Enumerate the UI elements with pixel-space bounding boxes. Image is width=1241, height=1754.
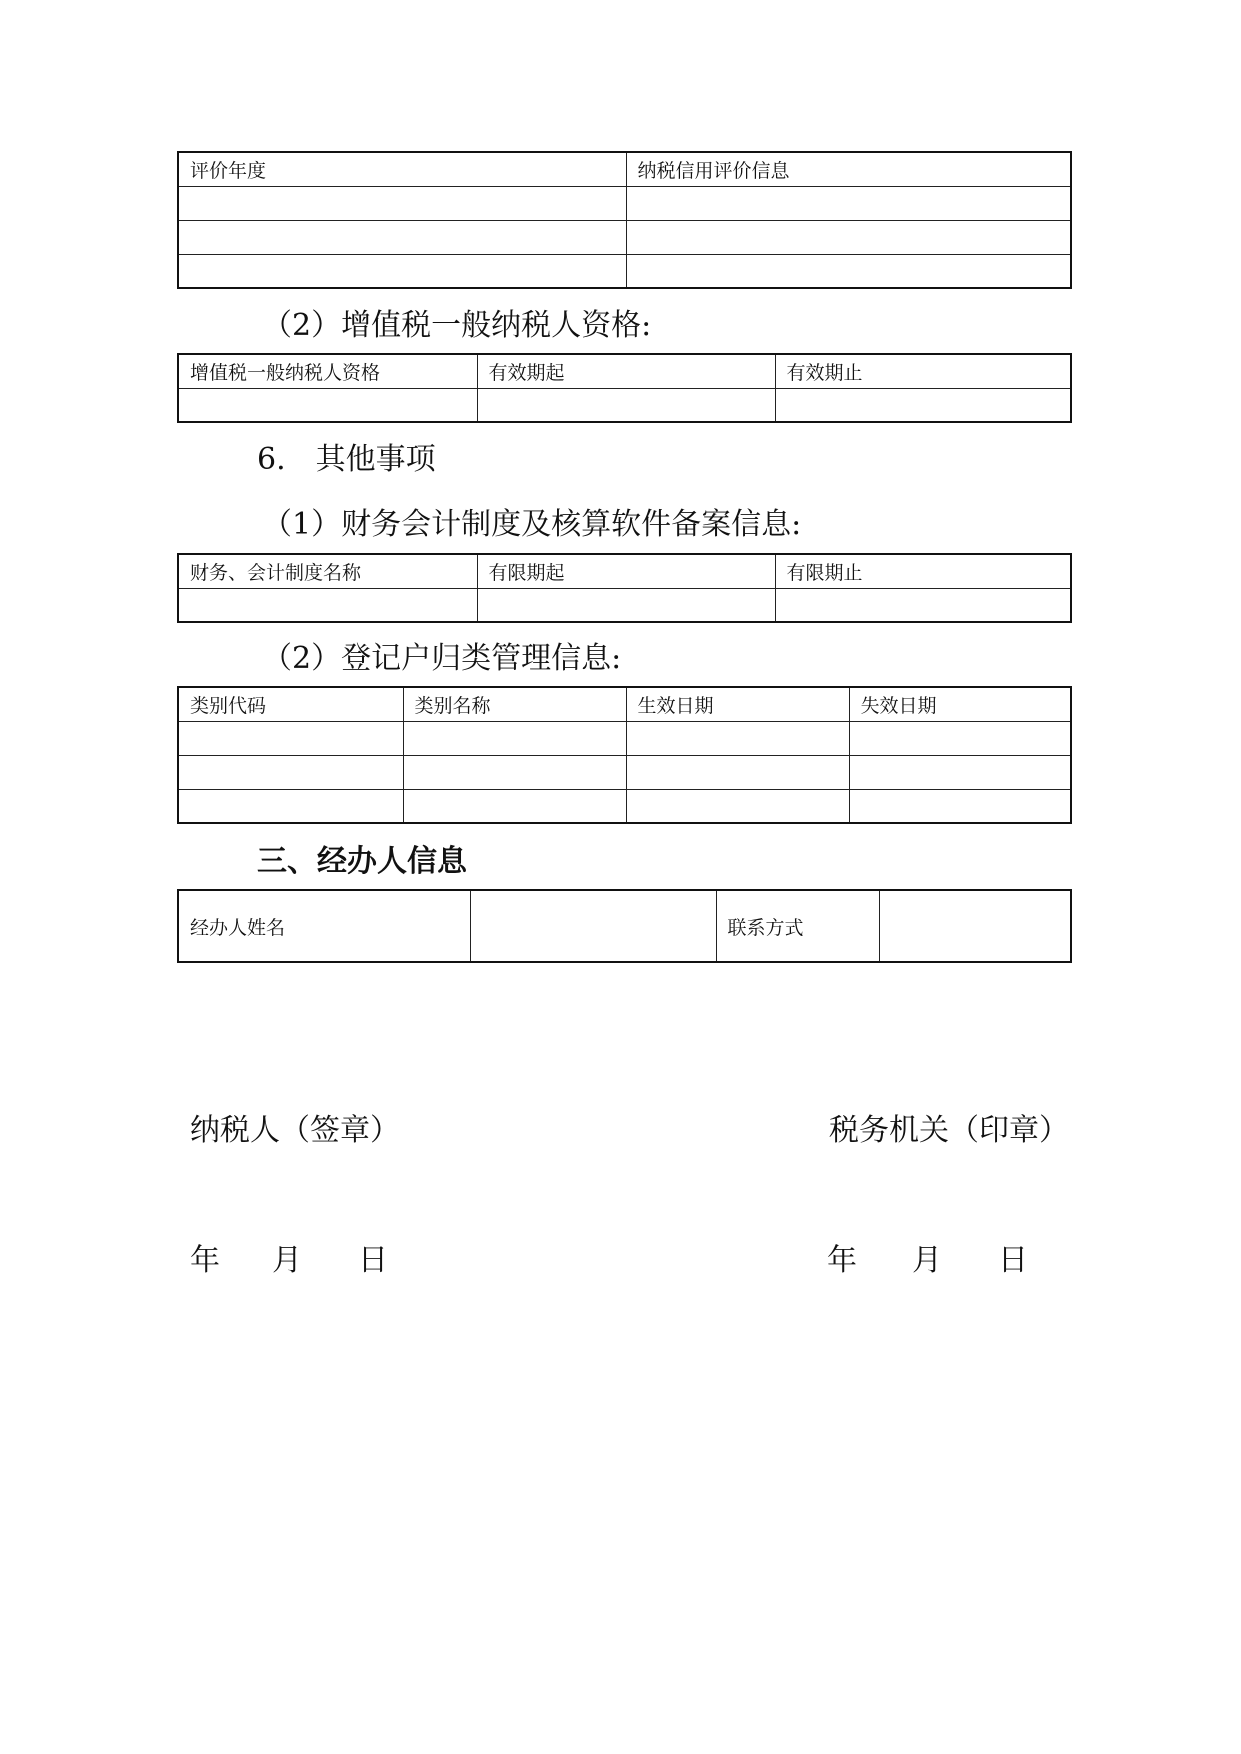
table-header-row [178, 152, 1071, 186]
tax-authority-seal-label: 税务机关（印章） [829, 1113, 1069, 1148]
table-cell[interactable] [178, 789, 403, 823]
table-cell[interactable] [626, 755, 849, 789]
table-header-row [178, 354, 1071, 388]
table-cell[interactable] [626, 220, 1071, 254]
table-cell[interactable] [178, 388, 477, 422]
table-cell[interactable] [477, 388, 775, 422]
table-cell[interactable] [178, 588, 477, 622]
table-cell[interactable] [775, 588, 1071, 622]
agent-name-label: 经办人姓名 [178, 890, 470, 962]
table-row [178, 755, 1071, 789]
authority-date-day: 日 [998, 1243, 1028, 1278]
table-cell[interactable] [477, 588, 775, 622]
agent-name-field[interactable] [470, 890, 716, 962]
authority-date-month: 月 [912, 1243, 942, 1278]
table-cell[interactable] [626, 254, 1071, 288]
table-row [178, 890, 1071, 962]
table-cell[interactable] [849, 721, 1071, 755]
table-cell[interactable] [178, 186, 626, 220]
table-header-row [178, 554, 1071, 588]
authority-date-year: 年 [827, 1243, 857, 1278]
accounting-filing-table [177, 553, 1072, 623]
taxpayer-date-month: 月 [272, 1243, 302, 1278]
header-cell: 有效期起 [477, 354, 775, 388]
section-6-heading: 6. 其他事项 [257, 442, 436, 477]
header-cell: 增值税一般纳税人资格 [178, 354, 477, 388]
table-cell[interactable] [775, 388, 1071, 422]
table-cell[interactable] [178, 254, 626, 288]
header-cell: 评价年度 [178, 152, 626, 186]
header-cell: 类别名称 [403, 687, 626, 721]
header-cell: 有效期止 [775, 354, 1071, 388]
table-row [178, 789, 1071, 823]
taxpayer-date-year: 年 [190, 1243, 220, 1278]
contact-field[interactable] [879, 890, 1071, 962]
table-cell[interactable] [403, 755, 626, 789]
contact-label: 联系方式 [716, 890, 879, 962]
table-cell[interactable] [178, 755, 403, 789]
table-cell[interactable] [403, 721, 626, 755]
table-cell[interactable] [626, 721, 849, 755]
header-cell: 失效日期 [849, 687, 1071, 721]
header-cell: 类别代码 [178, 687, 403, 721]
taxpayer-signature-label: 纳税人（签章） [190, 1113, 400, 1148]
header-cell: 生效日期 [626, 687, 849, 721]
table-row [178, 588, 1071, 622]
table-cell[interactable] [403, 789, 626, 823]
table-row [178, 721, 1071, 755]
table-row [178, 254, 1071, 288]
classification-table [177, 686, 1072, 824]
agent-info-table [177, 889, 1072, 963]
vat-qualification-heading: （2）增值税一般纳税人资格: [262, 308, 652, 343]
taxpayer-date-day: 日 [358, 1243, 388, 1278]
table-row [178, 220, 1071, 254]
table-cell[interactable] [849, 755, 1071, 789]
vat-qualification-table [177, 353, 1072, 423]
table-cell[interactable] [178, 220, 626, 254]
credit-evaluation-table [177, 151, 1072, 289]
header-cell: 有限期起 [477, 554, 775, 588]
accounting-filing-heading: （1）财务会计制度及核算软件备案信息: [262, 507, 802, 542]
header-cell: 纳税信用评价信息 [626, 152, 1071, 186]
table-cell[interactable] [626, 789, 849, 823]
table-row [178, 186, 1071, 220]
header-cell: 有限期止 [775, 554, 1071, 588]
table-cell[interactable] [849, 789, 1071, 823]
header-cell: 财务、会计制度名称 [178, 554, 477, 588]
classification-heading: （2）登记户归类管理信息: [262, 641, 622, 676]
table-cell[interactable] [626, 186, 1071, 220]
agent-info-heading: 三、经办人信息 [257, 844, 467, 879]
table-header-row [178, 687, 1071, 721]
table-cell[interactable] [178, 721, 403, 755]
table-row [178, 388, 1071, 422]
